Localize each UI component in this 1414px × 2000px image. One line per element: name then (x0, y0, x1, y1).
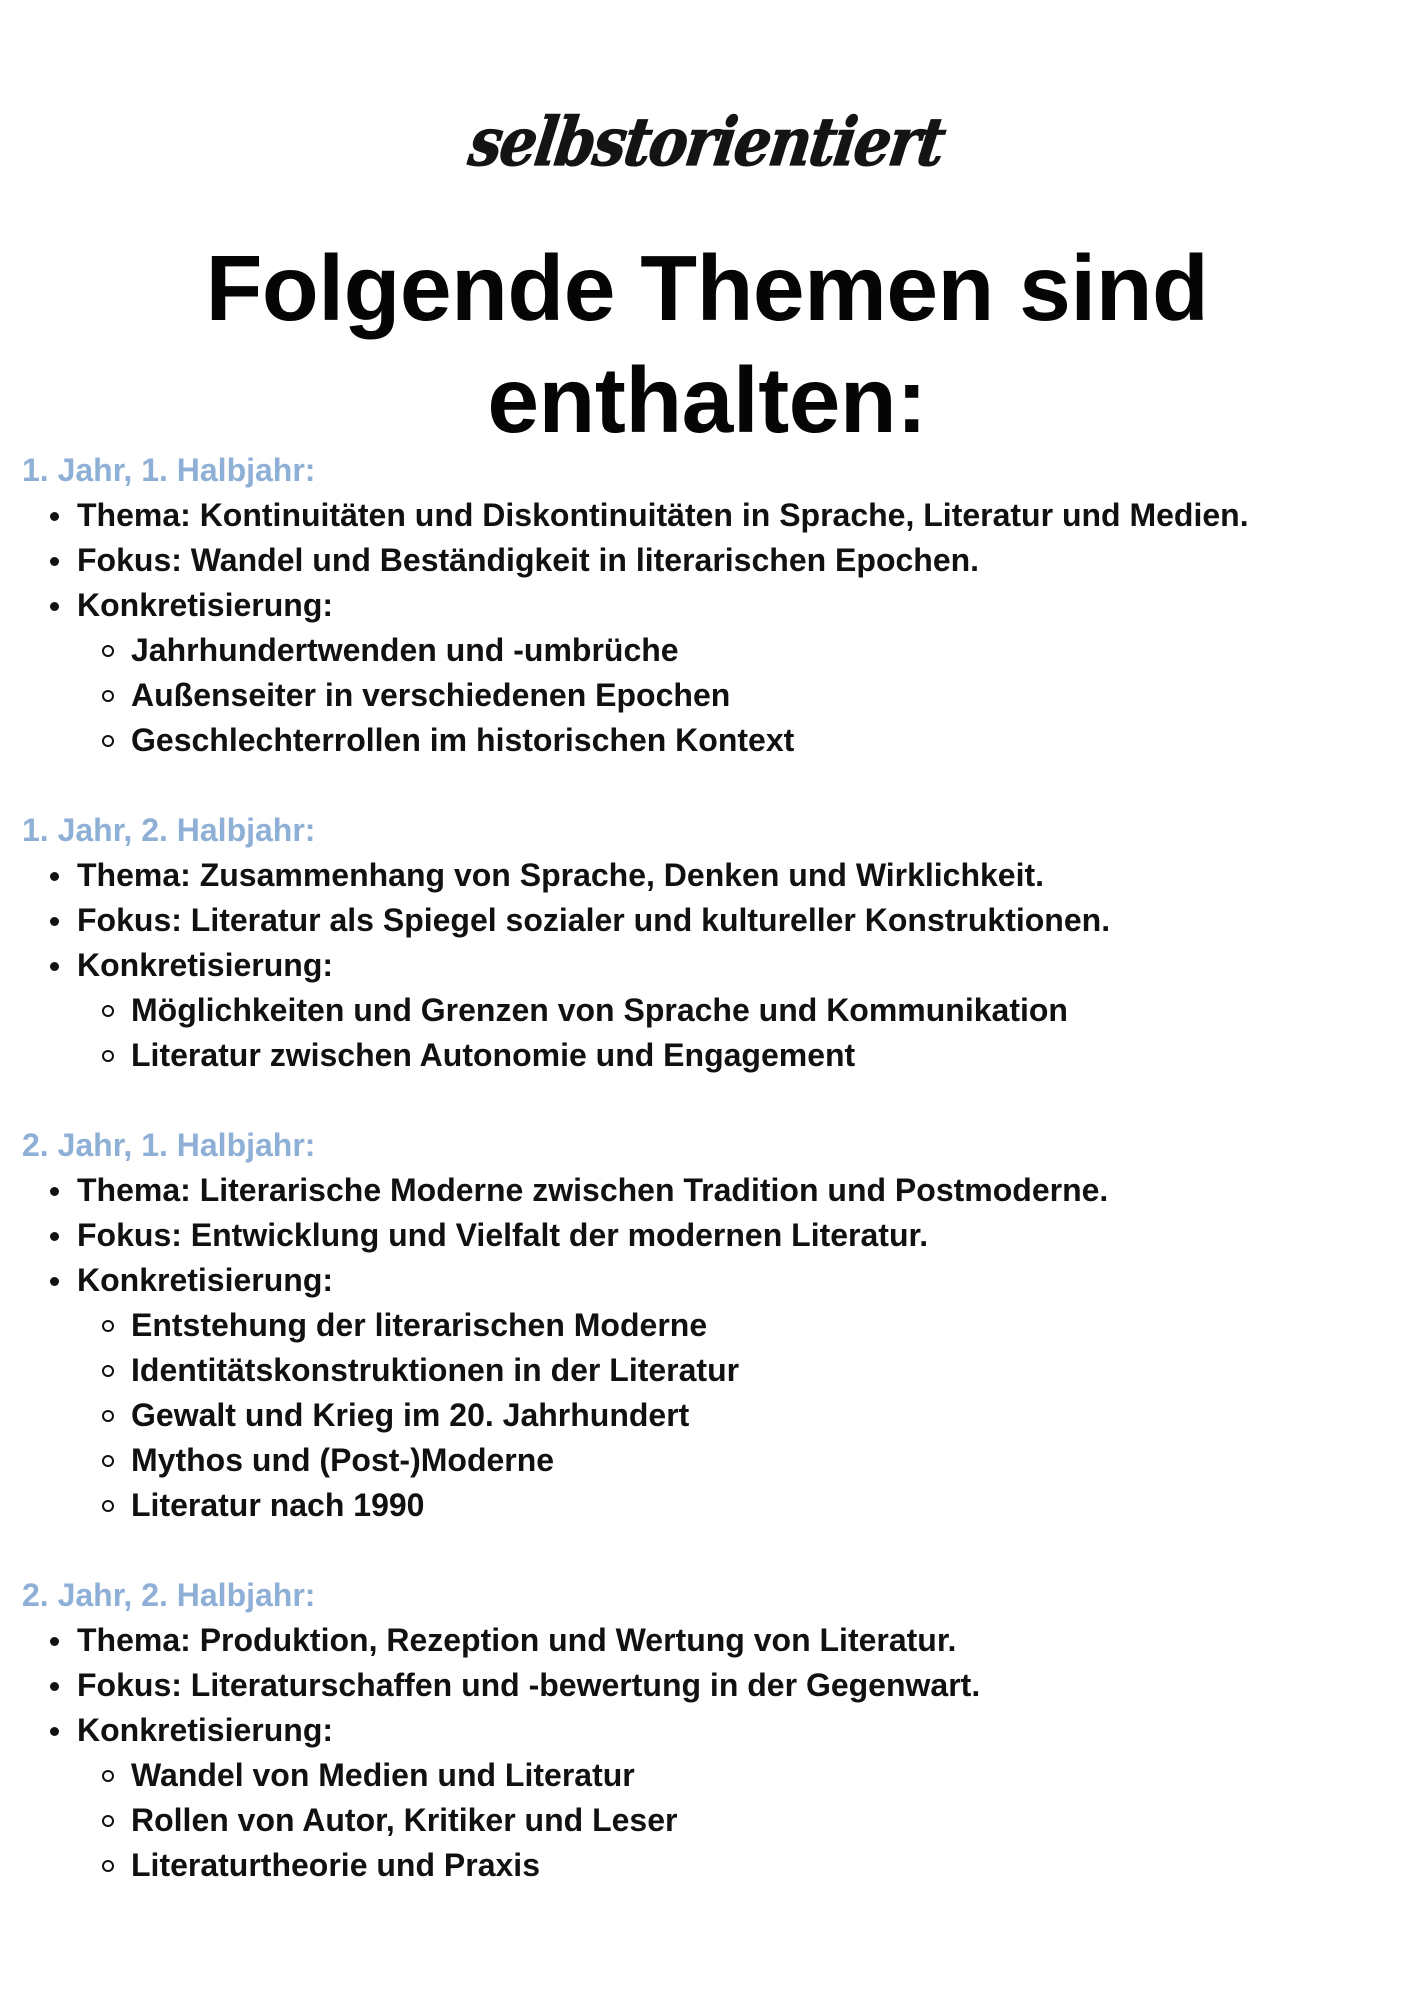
fokus-item (22, 1213, 1402, 1258)
list-item-text: Jahrhundertwenden und -umbrüche (131, 632, 679, 668)
bullet-circle-icon (102, 1365, 114, 1377)
konkretisierung-label: Konkretisierung: (77, 1712, 334, 1748)
konkretisierung-item (22, 583, 1402, 628)
section-heading: 2. Jahr, 1. Halbjahr: (22, 1127, 316, 1163)
list-item-text: Identitätskonstruktionen in der Literatur (131, 1352, 740, 1388)
thema-text: Thema: Kontinuitäten und Diskontinuitäten in Sprache, Literatur und Medien. (77, 497, 1249, 533)
fokus-text: Fokus: Literaturschaffen und -bewertung in der Gegenwart. (77, 1667, 981, 1703)
list-item-text: Literatur zwischen Autonomie und Engagement (131, 1037, 856, 1073)
logo (0, 102, 1414, 182)
konkretisierung-list (22, 988, 1402, 1078)
bullet-circle-icon (102, 690, 114, 702)
konkretisierung-label: Konkretisierung: (77, 1262, 334, 1298)
section-jahr2-halbjahr1 (22, 1123, 1402, 1528)
bullet-dot-icon (50, 872, 59, 881)
bullet-dot-icon (50, 1277, 59, 1286)
list-item-text: Literaturtheorie und Praxis (131, 1847, 540, 1883)
fokus-text: Fokus: Entwicklung und Vielfalt der modernen Literatur. (77, 1217, 929, 1253)
thema-text: Thema: Produktion, Rezeption und Wertung von Literatur. (77, 1622, 957, 1658)
thema-item (22, 493, 1402, 538)
bullet-circle-icon (102, 1050, 114, 1062)
thema-item (22, 1168, 1402, 1213)
konkretisierung-item (22, 1708, 1402, 1753)
bullet-circle-icon (102, 1860, 114, 1872)
section-jahr1-halbjahr2 (22, 808, 1402, 1078)
konkretisierung-item (22, 943, 1402, 988)
list-item (22, 1753, 1402, 1798)
list-item (22, 1303, 1402, 1348)
list-item (22, 673, 1402, 718)
list-item (22, 1843, 1402, 1888)
fokus-item (22, 898, 1402, 943)
bullet-circle-icon (102, 1770, 114, 1782)
fokus-item (22, 1663, 1402, 1708)
bullet-circle-icon (102, 1500, 114, 1512)
section-points (22, 853, 1402, 988)
list-item-text: Möglichkeiten und Grenzen von Sprache und Kommunikation (131, 992, 1068, 1028)
bullet-dot-icon (50, 557, 59, 566)
list-item-text: Mythos und (Post-)Moderne (131, 1442, 555, 1478)
thema-text: Thema: Zusammenhang von Sprache, Denken und Wirklichkeit. (77, 857, 1045, 893)
konkretisierung-list (22, 628, 1402, 763)
list-item (22, 718, 1402, 763)
bullet-dot-icon (50, 602, 59, 611)
konkretisierung-list (22, 1753, 1402, 1888)
konkretisierung-list (22, 1303, 1402, 1528)
list-item (22, 1393, 1402, 1438)
list-item-text: Literatur nach 1990 (131, 1487, 425, 1523)
list-item-text: Rollen von Autor, Kritiker und Leser (131, 1802, 678, 1838)
section-points (22, 1168, 1402, 1303)
bullet-circle-icon (102, 645, 114, 657)
section-points (22, 1618, 1402, 1753)
list-item (22, 628, 1402, 673)
fokus-item (22, 538, 1402, 583)
list-item-text: Gewalt und Krieg im 20. Jahrhundert (131, 1397, 690, 1433)
bullet-dot-icon (50, 512, 59, 521)
bullet-circle-icon (102, 1320, 114, 1332)
bullet-circle-icon (102, 1410, 114, 1422)
section-jahr1-halbjahr1 (22, 448, 1402, 763)
list-item (22, 1483, 1402, 1528)
bullet-dot-icon (50, 962, 59, 971)
section-heading: 2. Jahr, 2. Halbjahr: (22, 1577, 316, 1613)
bullet-circle-icon (102, 1815, 114, 1827)
list-item-text: Wandel von Medien und Literatur (131, 1757, 635, 1793)
konkretisierung-label: Konkretisierung: (77, 587, 334, 623)
konkretisierung-label: Konkretisierung: (77, 947, 334, 983)
bullet-dot-icon (50, 1232, 59, 1241)
bullet-dot-icon (50, 917, 59, 926)
list-item-text: Entstehung der literarischen Moderne (131, 1307, 708, 1343)
list-item-text: Geschlechterrollen im historischen Kontext (131, 722, 795, 758)
page-title: Folgende Themen sind enthalten: (205, 236, 1209, 452)
bullet-dot-icon (50, 1187, 59, 1196)
list-item (22, 1438, 1402, 1483)
fokus-text: Fokus: Literatur als Spiegel sozialer und kultureller Konstruktionen. (77, 902, 1111, 938)
fokus-text: Fokus: Wandel und Beständigkeit in literarischen Epochen. (77, 542, 980, 578)
bullet-circle-icon (102, 735, 114, 747)
section-points (22, 493, 1402, 628)
list-item (22, 1798, 1402, 1843)
list-item (22, 1348, 1402, 1393)
bullet-circle-icon (102, 1455, 114, 1467)
topics-list (22, 448, 1402, 1933)
thema-text: Thema: Literarische Moderne zwischen Tradition und Postmoderne. (77, 1172, 1109, 1208)
list-item-text: Außenseiter in verschiedenen Epochen (131, 677, 731, 713)
bullet-dot-icon (50, 1637, 59, 1646)
thema-item (22, 1618, 1402, 1663)
bullet-dot-icon (50, 1727, 59, 1736)
section-jahr2-halbjahr2 (22, 1573, 1402, 1888)
bullet-dot-icon (50, 1682, 59, 1691)
list-item (22, 1033, 1402, 1078)
list-item (22, 988, 1402, 1033)
section-heading: 1. Jahr, 2. Halbjahr: (22, 812, 316, 848)
thema-item (22, 853, 1402, 898)
bullet-circle-icon (102, 1005, 114, 1017)
section-heading: 1. Jahr, 1. Halbjahr: (22, 452, 316, 488)
logo-wordmark: selbstorientiert (464, 102, 949, 182)
konkretisierung-item (22, 1258, 1402, 1303)
